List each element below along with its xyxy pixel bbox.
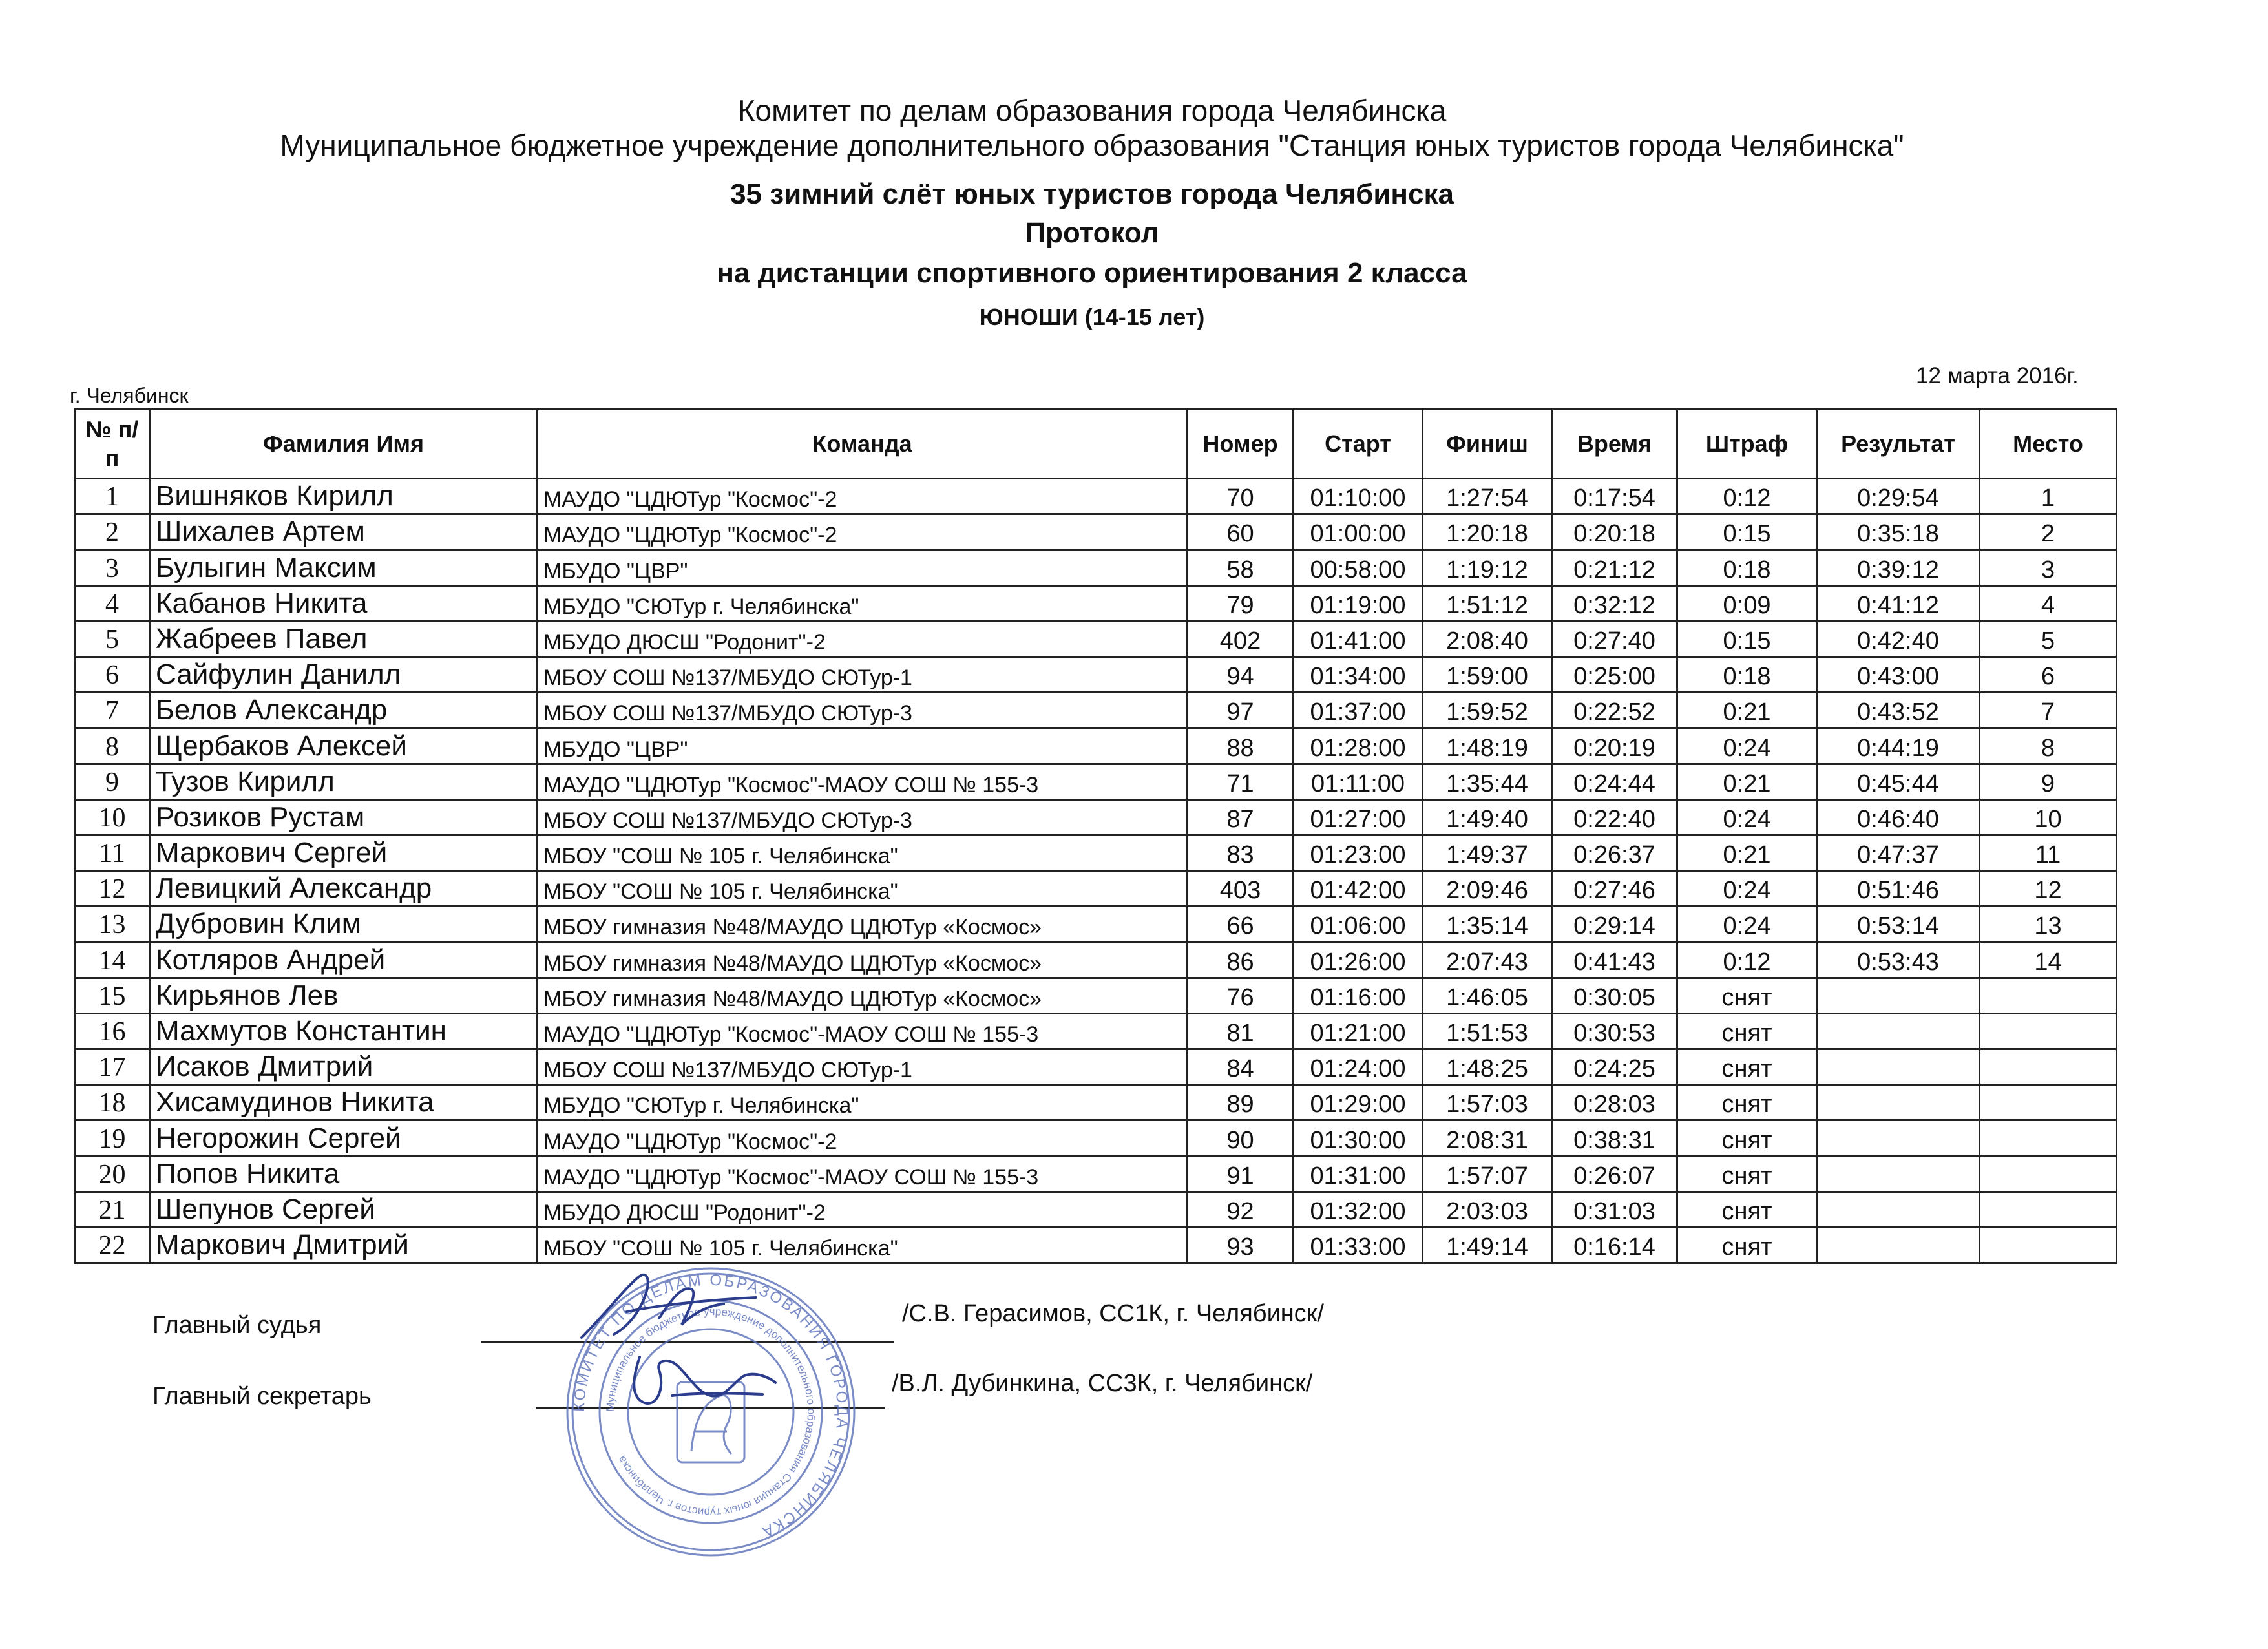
penalty-cell: 0:24 <box>1677 871 1817 907</box>
row-index-cell: 7 <box>75 693 150 728</box>
participant-name-cell: Жабреев Павел <box>150 621 538 656</box>
table-row <box>75 728 2117 764</box>
team-name-cell: МБУДО "ЦВР" <box>538 728 1188 764</box>
bib-number-cell: 76 <box>1188 978 1294 1013</box>
finish-time-cell: 2:07:43 <box>1423 942 1552 978</box>
table-row <box>75 550 2117 585</box>
team-name-cell: МАУДО "ЦДЮТур "Космос"-МАОУ СОШ № 155-3 <box>538 1156 1188 1192</box>
elapsed-time-cell: 0:16:14 <box>1552 1227 1677 1263</box>
col-header-finish: Финиш <box>1423 410 1552 479</box>
table-row <box>75 1120 2117 1156</box>
elapsed-time-cell: 0:24:44 <box>1552 764 1677 799</box>
result-time-cell: 0:42:40 <box>1817 621 1980 656</box>
row-index-cell: 8 <box>75 728 150 764</box>
elapsed-time-cell: 0:26:37 <box>1552 835 1677 870</box>
elapsed-time-cell: 0:26:07 <box>1552 1156 1677 1192</box>
participant-name-cell: Шепунов Сергей <box>150 1192 538 1227</box>
place-cell: 10 <box>1980 799 2117 835</box>
bib-number-cell: 91 <box>1188 1156 1294 1192</box>
start-time-cell: 01:28:00 <box>1294 728 1423 764</box>
participant-name-cell: Левицкий Александр <box>150 871 538 907</box>
finish-time-cell: 1:35:14 <box>1423 907 1552 942</box>
penalty-cell: 0:12 <box>1677 479 1817 514</box>
finish-time-cell: 1:57:03 <box>1423 1085 1552 1120</box>
row-index-cell: 3 <box>75 550 150 585</box>
penalty-cell: снят <box>1677 1156 1817 1192</box>
table-row <box>75 764 2117 799</box>
place-cell: 11 <box>1980 835 2117 870</box>
team-name-cell: МБОУ гимназия №48/МАУДО ЦДЮТур «Космос» <box>538 942 1188 978</box>
result-time-cell <box>1817 1192 1980 1227</box>
finish-time-cell: 1:19:12 <box>1423 550 1552 585</box>
result-time-cell: 0:45:44 <box>1817 764 1980 799</box>
elapsed-time-cell: 0:22:52 <box>1552 693 1677 728</box>
start-time-cell: 01:26:00 <box>1294 942 1423 978</box>
col-header-index: № п/п <box>75 410 150 479</box>
place-cell <box>1980 1156 2117 1192</box>
start-time-cell: 01:37:00 <box>1294 693 1423 728</box>
elapsed-time-cell: 0:25:00 <box>1552 656 1677 692</box>
row-index-cell: 1 <box>75 479 150 514</box>
judge-name: /С.В. Герасимов, СС1К, г. Челябинск/ <box>902 1300 1324 1327</box>
row-index-cell: 18 <box>75 1085 150 1120</box>
row-index-cell: 4 <box>75 585 150 621</box>
participant-name-cell: Шихалев Артем <box>150 514 538 550</box>
elapsed-time-cell: 0:22:40 <box>1552 799 1677 835</box>
participant-name-cell: Сайфулин Данилл <box>150 656 538 692</box>
bib-number-cell: 71 <box>1188 764 1294 799</box>
start-time-cell: 01:32:00 <box>1294 1192 1423 1227</box>
finish-time-cell: 1:46:05 <box>1423 978 1552 1013</box>
finish-time-cell: 2:03:03 <box>1423 1192 1552 1227</box>
result-time-cell <box>1817 978 1980 1013</box>
team-name-cell: МБОУ СОШ №137/МБУДО СЮТур-3 <box>538 799 1188 835</box>
place-cell: 9 <box>1980 764 2117 799</box>
result-time-cell: 0:47:37 <box>1817 835 1980 870</box>
place-cell <box>1980 1227 2117 1263</box>
start-time-cell: 01:27:00 <box>1294 799 1423 835</box>
finish-time-cell: 1:57:07 <box>1423 1156 1552 1192</box>
table-row <box>75 871 2117 907</box>
participant-name-cell: Маркович Сергей <box>150 835 538 870</box>
start-time-cell: 01:16:00 <box>1294 978 1423 1013</box>
participant-name-cell: Махмутов Константин <box>150 1013 538 1049</box>
table-row <box>75 978 2117 1013</box>
team-name-cell: МАУДО "ЦДЮТур "Космос"-МАОУ СОШ № 155-3 <box>538 1013 1188 1049</box>
finish-time-cell: 1:49:37 <box>1423 835 1552 870</box>
penalty-cell: снят <box>1677 1013 1817 1049</box>
result-time-cell <box>1817 1085 1980 1120</box>
elapsed-time-cell: 0:20:18 <box>1552 514 1677 550</box>
committee-title: Комитет по делам образования города Челябинска <box>737 94 1447 127</box>
result-time-cell <box>1817 1227 1980 1263</box>
participant-name-cell: Белов Александр <box>150 693 538 728</box>
start-time-cell: 01:34:00 <box>1294 656 1423 692</box>
bib-number-cell: 88 <box>1188 728 1294 764</box>
bib-number-cell: 92 <box>1188 1192 1294 1227</box>
participant-name-cell: Котляров Андрей <box>150 942 538 978</box>
team-name-cell: МАУДО "ЦДЮТур "Космос"-2 <box>538 514 1188 550</box>
result-time-cell: 0:44:19 <box>1817 728 1980 764</box>
start-time-cell: 01:24:00 <box>1294 1049 1423 1085</box>
start-time-cell: 01:33:00 <box>1294 1227 1423 1263</box>
table-row <box>75 799 2117 835</box>
result-time-cell: 0:29:54 <box>1817 479 1980 514</box>
participant-name-cell: Кабанов Никита <box>150 585 538 621</box>
penalty-cell: 0:24 <box>1677 799 1817 835</box>
team-name-cell: МБУДО ДЮСШ "Родонит"-2 <box>538 621 1188 656</box>
col-header-result: Результат <box>1817 410 1980 479</box>
elapsed-time-cell: 0:20:19 <box>1552 728 1677 764</box>
participant-name-cell: Булыгин Максим <box>150 550 538 585</box>
bib-number-cell: 70 <box>1188 479 1294 514</box>
table-row <box>75 835 2117 870</box>
team-name-cell: МБОУ "СОШ № 105 г. Челябинска" <box>538 1227 1188 1263</box>
start-time-cell: 01:31:00 <box>1294 1156 1423 1192</box>
table-row <box>75 693 2117 728</box>
team-name-cell: МАУДО "ЦДЮТур "Космос"-2 <box>538 1120 1188 1156</box>
start-time-cell: 01:41:00 <box>1294 621 1423 656</box>
row-index-cell: 13 <box>75 907 150 942</box>
row-index-cell: 21 <box>75 1192 150 1227</box>
table-row <box>75 1227 2117 1263</box>
col-header-place: Место <box>1980 410 2117 479</box>
place-cell: 12 <box>1980 871 2117 907</box>
participant-name-cell: Хисамудинов Никита <box>150 1085 538 1120</box>
finish-time-cell: 1:48:25 <box>1423 1049 1552 1085</box>
finish-time-cell: 2:09:46 <box>1423 871 1552 907</box>
event-title: 35 зимний слёт юных туристов города Челябинска <box>730 178 1454 210</box>
row-index-cell: 20 <box>75 1156 150 1192</box>
finish-time-cell: 1:48:19 <box>1423 728 1552 764</box>
secretary-signature <box>620 1331 788 1415</box>
date-label: 12 марта 2016г. <box>1916 363 2079 388</box>
bib-number-cell: 79 <box>1188 585 1294 621</box>
result-time-cell: 0:53:14 <box>1817 907 1980 942</box>
team-name-cell: МБОУ СОШ №137/МБУДО СЮТур-3 <box>538 693 1188 728</box>
result-time-cell: 0:46:40 <box>1817 799 1980 835</box>
finish-time-cell: 1:35:44 <box>1423 764 1552 799</box>
results-table <box>74 408 2117 1264</box>
finish-time-cell: 2:08:40 <box>1423 621 1552 656</box>
result-time-cell <box>1817 1156 1980 1192</box>
table-row <box>75 1192 2117 1227</box>
bib-number-cell: 66 <box>1188 907 1294 942</box>
col-header-time: Время <box>1552 410 1677 479</box>
bib-number-cell: 403 <box>1188 871 1294 907</box>
start-time-cell: 01:23:00 <box>1294 835 1423 870</box>
row-index-cell: 6 <box>75 656 150 692</box>
team-name-cell: МБОУ гимназия №48/МАУДО ЦДЮТур «Космос» <box>538 907 1188 942</box>
bib-number-cell: 93 <box>1188 1227 1294 1263</box>
penalty-cell: снят <box>1677 1120 1817 1156</box>
row-index-cell: 15 <box>75 978 150 1013</box>
participant-name-cell: Негорожин Сергей <box>150 1120 538 1156</box>
elapsed-time-cell: 0:27:46 <box>1552 871 1677 907</box>
place-cell: 6 <box>1980 656 2117 692</box>
place-cell: 3 <box>1980 550 2117 585</box>
secretary-role: Главный секретарь <box>152 1383 372 1410</box>
result-time-cell: 0:43:00 <box>1817 656 1980 692</box>
result-time-cell: 0:41:12 <box>1817 585 1980 621</box>
penalty-cell: 0:12 <box>1677 942 1817 978</box>
row-index-cell: 17 <box>75 1049 150 1085</box>
row-index-cell: 9 <box>75 764 150 799</box>
bib-number-cell: 84 <box>1188 1049 1294 1085</box>
bib-number-cell: 83 <box>1188 835 1294 870</box>
elapsed-time-cell: 0:17:54 <box>1552 479 1677 514</box>
place-cell <box>1980 1120 2117 1156</box>
team-name-cell: МБОУ "СОШ № 105 г. Челябинска" <box>538 835 1188 870</box>
start-time-cell: 00:58:00 <box>1294 550 1423 585</box>
result-time-cell <box>1817 1013 1980 1049</box>
bib-number-cell: 90 <box>1188 1120 1294 1156</box>
start-time-cell: 01:21:00 <box>1294 1013 1423 1049</box>
table-header-row <box>75 410 2117 479</box>
team-name-cell: МБОУ гимназия №48/МАУДО ЦДЮТур «Космос» <box>538 978 1188 1013</box>
discipline-title: на дистанции спортивного ориентирования 2 класса <box>717 257 1467 289</box>
table-row <box>75 1085 2117 1120</box>
participant-name-cell: Вишняков Кирилл <box>150 479 538 514</box>
team-name-cell: МБОУ СОШ №137/МБУДО СЮТур-1 <box>538 1049 1188 1085</box>
team-name-cell: МАУДО "ЦДЮТур "Космос"-2 <box>538 479 1188 514</box>
institution-title: Муниципальное бюджетное учреждение дополнительного образования "Станция юных туристов города Челябинска" <box>280 129 1904 162</box>
result-time-cell <box>1817 1120 1980 1156</box>
result-time-cell: 0:39:12 <box>1817 550 1980 585</box>
participant-name-cell: Розиков Рустам <box>150 799 538 835</box>
finish-time-cell: 1:51:12 <box>1423 585 1552 621</box>
finish-time-cell: 1:51:53 <box>1423 1013 1552 1049</box>
result-time-cell <box>1817 1049 1980 1085</box>
table-row <box>75 1156 2117 1192</box>
finish-time-cell: 1:59:52 <box>1423 693 1552 728</box>
bib-number-cell: 81 <box>1188 1013 1294 1049</box>
col-header-name: Фамилия Имя <box>150 410 538 479</box>
bib-number-cell: 94 <box>1188 656 1294 692</box>
start-time-cell: 01:06:00 <box>1294 907 1423 942</box>
penalty-cell: 0:21 <box>1677 693 1817 728</box>
row-index-cell: 14 <box>75 942 150 978</box>
team-name-cell: МБОУ СОШ №137/МБУДО СЮТур-1 <box>538 656 1188 692</box>
bib-number-cell: 58 <box>1188 550 1294 585</box>
team-name-cell: МБУДО "СЮТур г. Челябинска" <box>538 1085 1188 1120</box>
penalty-cell: 0:15 <box>1677 514 1817 550</box>
table-row <box>75 514 2117 550</box>
table-row <box>75 942 2117 978</box>
bib-number-cell: 60 <box>1188 514 1294 550</box>
elapsed-time-cell: 0:32:12 <box>1552 585 1677 621</box>
penalty-cell: 0:21 <box>1677 835 1817 870</box>
penalty-cell: 0:24 <box>1677 907 1817 942</box>
elapsed-time-cell: 0:41:43 <box>1552 942 1677 978</box>
place-cell <box>1980 1085 2117 1120</box>
team-name-cell: МАУДО "ЦДЮТур "Космос"-МАОУ СОШ № 155-3 <box>538 764 1188 799</box>
row-index-cell: 12 <box>75 871 150 907</box>
participant-name-cell: Попов Никита <box>150 1156 538 1192</box>
bib-number-cell: 86 <box>1188 942 1294 978</box>
participant-name-cell: Дубровин Клим <box>150 907 538 942</box>
penalty-cell: снят <box>1677 1049 1817 1085</box>
penalty-cell: снят <box>1677 1192 1817 1227</box>
table-row <box>75 621 2117 656</box>
elapsed-time-cell: 0:30:53 <box>1552 1013 1677 1049</box>
team-name-cell: МБУДО "СЮТур г. Челябинска" <box>538 585 1188 621</box>
place-cell: 2 <box>1980 514 2117 550</box>
row-index-cell: 10 <box>75 799 150 835</box>
participant-name-cell: Кирьянов Лев <box>150 978 538 1013</box>
team-name-cell: МБУДО "ЦВР" <box>538 550 1188 585</box>
table-row <box>75 479 2117 514</box>
col-header-team: Команда <box>538 410 1188 479</box>
elapsed-time-cell: 0:31:03 <box>1552 1192 1677 1227</box>
place-cell <box>1980 1192 2117 1227</box>
place-cell: 14 <box>1980 942 2117 978</box>
place-cell: 1 <box>1980 479 2117 514</box>
bib-number-cell: 87 <box>1188 799 1294 835</box>
start-time-cell: 01:00:00 <box>1294 514 1423 550</box>
team-name-cell: МБУДО ДЮСШ "Родонит"-2 <box>538 1192 1188 1227</box>
result-time-cell: 0:35:18 <box>1817 514 1980 550</box>
secretary-name: /В.Л. Дубинкина, СС3К, г. Челябинск/ <box>892 1370 1313 1397</box>
penalty-cell: снят <box>1677 1085 1817 1120</box>
start-time-cell: 01:30:00 <box>1294 1120 1423 1156</box>
row-index-cell: 2 <box>75 514 150 550</box>
team-name-cell: МБОУ "СОШ № 105 г. Челябинска" <box>538 871 1188 907</box>
table-row <box>75 1013 2117 1049</box>
penalty-cell: 0:21 <box>1677 764 1817 799</box>
place-cell <box>1980 978 2117 1013</box>
finish-time-cell: 1:59:00 <box>1423 656 1552 692</box>
col-header-penalty: Штраф <box>1677 410 1817 479</box>
penalty-cell: снят <box>1677 1227 1817 1263</box>
col-header-number: Номер <box>1188 410 1294 479</box>
penalty-cell: 0:24 <box>1677 728 1817 764</box>
start-time-cell: 01:29:00 <box>1294 1085 1423 1120</box>
bib-number-cell: 89 <box>1188 1085 1294 1120</box>
judge-role: Главный судья <box>152 1312 322 1339</box>
place-cell: 13 <box>1980 907 2117 942</box>
elapsed-time-cell: 0:28:03 <box>1552 1085 1677 1120</box>
elapsed-time-cell: 0:38:31 <box>1552 1120 1677 1156</box>
place-cell: 7 <box>1980 693 2117 728</box>
row-index-cell: 16 <box>75 1013 150 1049</box>
table-row <box>75 585 2117 621</box>
finish-time-cell: 1:27:54 <box>1423 479 1552 514</box>
category-title: ЮНОШИ (14-15 лет) <box>979 304 1205 330</box>
place-cell: 5 <box>1980 621 2117 656</box>
penalty-cell: 0:09 <box>1677 585 1817 621</box>
participant-name-cell: Щербаков Алексей <box>150 728 538 764</box>
table-row <box>75 1049 2117 1085</box>
penalty-cell: 0:15 <box>1677 621 1817 656</box>
elapsed-time-cell: 0:29:14 <box>1552 907 1677 942</box>
result-time-cell: 0:51:46 <box>1817 871 1980 907</box>
start-time-cell: 01:10:00 <box>1294 479 1423 514</box>
elapsed-time-cell: 0:30:05 <box>1552 978 1677 1013</box>
penalty-cell: 0:18 <box>1677 656 1817 692</box>
elapsed-time-cell: 0:24:25 <box>1552 1049 1677 1085</box>
penalty-cell: 0:18 <box>1677 550 1817 585</box>
place-cell <box>1980 1049 2117 1085</box>
bib-number-cell: 402 <box>1188 621 1294 656</box>
elapsed-time-cell: 0:27:40 <box>1552 621 1677 656</box>
start-time-cell: 01:19:00 <box>1294 585 1423 621</box>
place-cell <box>1980 1013 2117 1049</box>
row-index-cell: 5 <box>75 621 150 656</box>
row-index-cell: 19 <box>75 1120 150 1156</box>
stamp-outer-text: КОМИТЕТ ПО ДЕЛАМ ОБРАЗОВАНИЯ ГОРОДА ЧЕЛЯБИНСКА <box>570 1271 852 1542</box>
col-header-start: Старт <box>1294 410 1423 479</box>
elapsed-time-cell: 0:21:12 <box>1552 550 1677 585</box>
participant-name-cell: Тузов Кирилл <box>150 764 538 799</box>
finish-time-cell: 1:49:40 <box>1423 799 1552 835</box>
table-row <box>75 656 2117 692</box>
participant-name-cell: Маркович Дмитрий <box>150 1227 538 1263</box>
document-type: Протокол <box>1025 217 1159 249</box>
participant-name-cell: Исаков Дмитрий <box>150 1049 538 1085</box>
table-row <box>75 907 2117 942</box>
result-time-cell: 0:43:52 <box>1817 693 1980 728</box>
place-cell: 4 <box>1980 585 2117 621</box>
place-cell: 8 <box>1980 728 2117 764</box>
finish-time-cell: 1:49:14 <box>1423 1227 1552 1263</box>
stamp-inner-text: Муниципальное бюджетное учреждение дополнительного образования Станция юных туристов г. Челябинска <box>604 1305 818 1519</box>
start-time-cell: 01:11:00 <box>1294 764 1423 799</box>
penalty-cell: снят <box>1677 978 1817 1013</box>
table-body <box>75 479 2117 1263</box>
bib-number-cell: 97 <box>1188 693 1294 728</box>
place-label: г. Челябинск <box>70 384 189 407</box>
start-time-cell: 01:42:00 <box>1294 871 1423 907</box>
result-time-cell: 0:53:43 <box>1817 942 1980 978</box>
finish-time-cell: 2:08:31 <box>1423 1120 1552 1156</box>
row-index-cell: 22 <box>75 1227 150 1263</box>
row-index-cell: 11 <box>75 835 150 870</box>
finish-time-cell: 1:20:18 <box>1423 514 1552 550</box>
